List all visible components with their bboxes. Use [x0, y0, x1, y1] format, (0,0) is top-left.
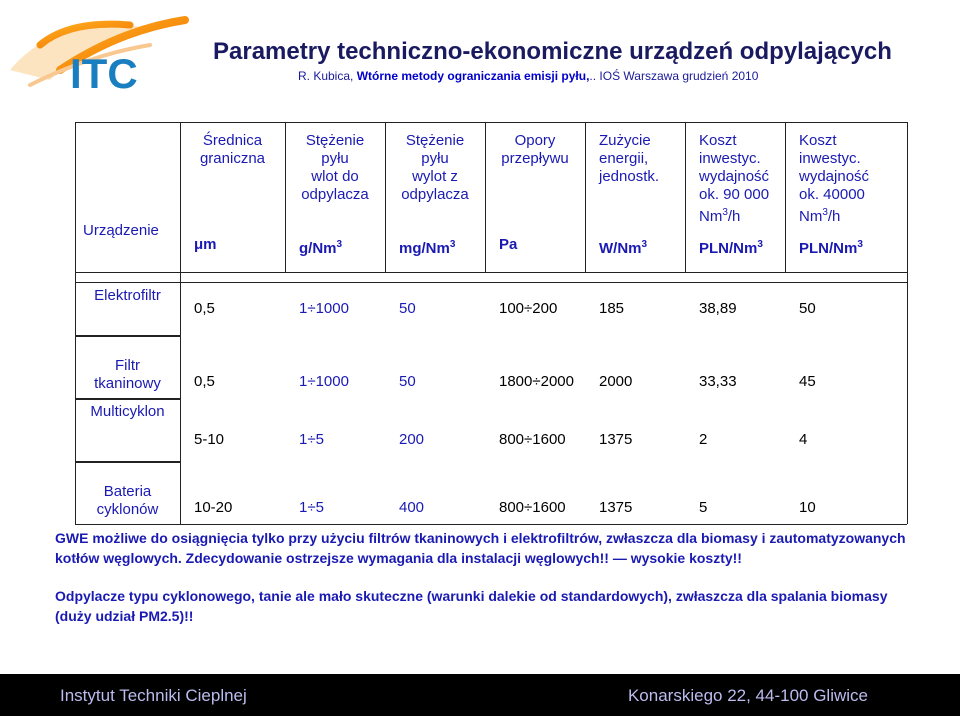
table-cell: 200	[399, 431, 425, 448]
table-cell: 400	[399, 499, 425, 516]
table-hline	[75, 524, 907, 525]
column-unit: g/Nm$^3$	[299, 239, 343, 257]
column-header	[289, 132, 381, 204]
table-cell: 10	[799, 499, 816, 516]
table-vline	[180, 122, 181, 524]
table-hline	[75, 462, 180, 463]
note-1-text: GWE możliwe do osiągnięcia tylko przy użyciu filtrów tkaninowych i elektrofiltrów, zwłaszcza dla biomasy i zautomatyzowanych kotłów węglowych. Zdecydowanie ostrzejsze wymagania dla instalacji węglowych!!	[55, 530, 906, 566]
note-1-end: wysokie koszty!!	[626, 550, 742, 566]
column-header	[389, 132, 481, 204]
table-cell: 2	[699, 431, 708, 448]
column-header-line: odpylacza	[301, 186, 369, 203]
device-name-line: Multicyklon	[90, 403, 165, 420]
table-vline	[485, 122, 486, 272]
column-header-line: ok. 90 000	[699, 186, 770, 203]
column-header	[799, 132, 913, 226]
column-header	[699, 132, 791, 226]
table-cell: 4	[799, 431, 808, 448]
table-cell: 50	[799, 300, 816, 317]
footer-address: Konarskiego 22, 44-100 Gliwice	[627, 686, 868, 705]
table-hline	[75, 336, 180, 337]
table-cell: 0,5	[194, 300, 215, 317]
table-hline	[75, 272, 907, 273]
column-header-line: Nm$^3$/h	[699, 207, 741, 225]
column-unit: mg/Nm$^3$	[399, 239, 456, 257]
table-cell: 0,5	[194, 373, 215, 390]
column-header	[489, 132, 581, 168]
table-vline	[385, 122, 386, 272]
footer-bar	[0, 674, 960, 716]
table-cell: 33,33	[699, 373, 737, 390]
column-header-line: Koszt	[699, 132, 737, 149]
column-header-line: jednostk.	[599, 168, 660, 185]
table-hline	[75, 282, 907, 283]
column-header-line: wylot z	[412, 168, 458, 185]
device-name-line: cyklonów	[96, 501, 159, 518]
table-cell: 1375	[599, 431, 633, 448]
page-title: Parametry techniczno-ekonomiczne urządzeń odpylających	[213, 38, 892, 65]
table-cell: 45	[799, 373, 816, 390]
table-hline	[75, 399, 180, 400]
device-name-line: Elektrofiltr	[94, 287, 161, 304]
note-1	[55, 528, 915, 568]
column-header-line: inwestyc.	[799, 150, 861, 167]
column-header-line: Stężenie	[305, 132, 365, 149]
column-header-line: wlot do	[311, 168, 359, 185]
table-vline	[585, 122, 586, 272]
footer-institute: Instytut Techniki Cieplnej	[60, 686, 247, 705]
subtitle-suffix: .. IOŚ Warszawa grudzień 2010	[589, 69, 759, 83]
column-unit: PLN/Nm$^3$	[799, 239, 863, 257]
page-subtitle	[298, 69, 758, 83]
table-cell: 1800÷2000	[499, 373, 574, 390]
row-header-label: Urządzenie	[83, 222, 159, 239]
table-cell: 5-10	[194, 431, 225, 448]
column-unit: PLN/Nm$^3$	[699, 239, 763, 257]
table-cell: 800÷1600	[499, 431, 566, 448]
table-cell: 10-20	[194, 499, 233, 516]
column-header-line: wydajność	[699, 168, 770, 185]
table-cell: 185	[599, 300, 625, 317]
table-cell: 38,89	[699, 300, 737, 317]
column-header-line: pyłu	[421, 150, 449, 167]
column-unit: Pa	[499, 236, 518, 253]
device-name	[75, 403, 180, 421]
column-header-line: Nm$^3$/h	[799, 207, 841, 225]
device-name	[75, 357, 180, 393]
subtitle-prefix: R. Kubica,	[298, 69, 357, 83]
device-name-line: Bateria	[103, 483, 152, 500]
column-header-line: wydajność	[799, 168, 870, 185]
device-name	[75, 483, 180, 519]
subtitle-highlight: Wtórne metody ograniczania emisji pyłu,	[356, 69, 590, 83]
column-header-line: Średnica	[202, 132, 263, 149]
table-cell: 50	[399, 373, 416, 390]
column-header-line: inwestyc.	[699, 150, 761, 167]
column-header-line: Koszt	[799, 132, 837, 149]
logo-text: ITC	[70, 50, 138, 97]
table-cell: 1÷5	[299, 431, 324, 448]
column-header-line: graniczna	[199, 150, 266, 167]
column-header-line: energii,	[599, 150, 649, 167]
column-header-line: Opory	[514, 132, 556, 149]
column-header-line: przepływu	[501, 150, 569, 167]
device-name-line: tkaninowy	[94, 375, 161, 392]
column-header-line: Stężenie	[405, 132, 465, 149]
itc-logo	[0, 0, 220, 120]
column-header	[184, 132, 281, 168]
column-header-line: Zużycie	[599, 132, 651, 149]
note-1-dash: —	[612, 550, 627, 566]
device-name	[75, 287, 180, 305]
column-header-line: pyłu	[321, 150, 349, 167]
note-2: Odpylacze typu cyklonowego, tanie ale mało skuteczne (warunki dalekie od standardowych), zwłaszcza dla spalania biomasy (duży udział PM2.5)!!	[55, 588, 888, 624]
column-unit: W/Nm$^3$	[599, 239, 648, 257]
column-header	[599, 132, 691, 186]
table-cell: 1÷1000	[299, 300, 349, 317]
column-unit: μm	[194, 236, 217, 253]
device-name-line: Filtr	[115, 357, 140, 374]
table-vline	[75, 122, 76, 524]
table-hline	[75, 122, 907, 123]
table-cell: 1375	[599, 499, 633, 516]
notes	[55, 528, 915, 644]
table-cell: 1÷5	[299, 499, 324, 516]
table-cell: 1÷1000	[299, 373, 349, 390]
table-vline	[285, 122, 286, 272]
table-cell: 100÷200	[499, 300, 558, 317]
column-header-line: odpylacza	[401, 186, 469, 203]
table-cell: 5	[699, 499, 708, 516]
table-cell: 800÷1600	[499, 499, 566, 516]
column-header-line: ok. 40000	[799, 186, 865, 203]
table-cell: 2000	[599, 373, 633, 390]
table-cell: 50	[399, 300, 416, 317]
